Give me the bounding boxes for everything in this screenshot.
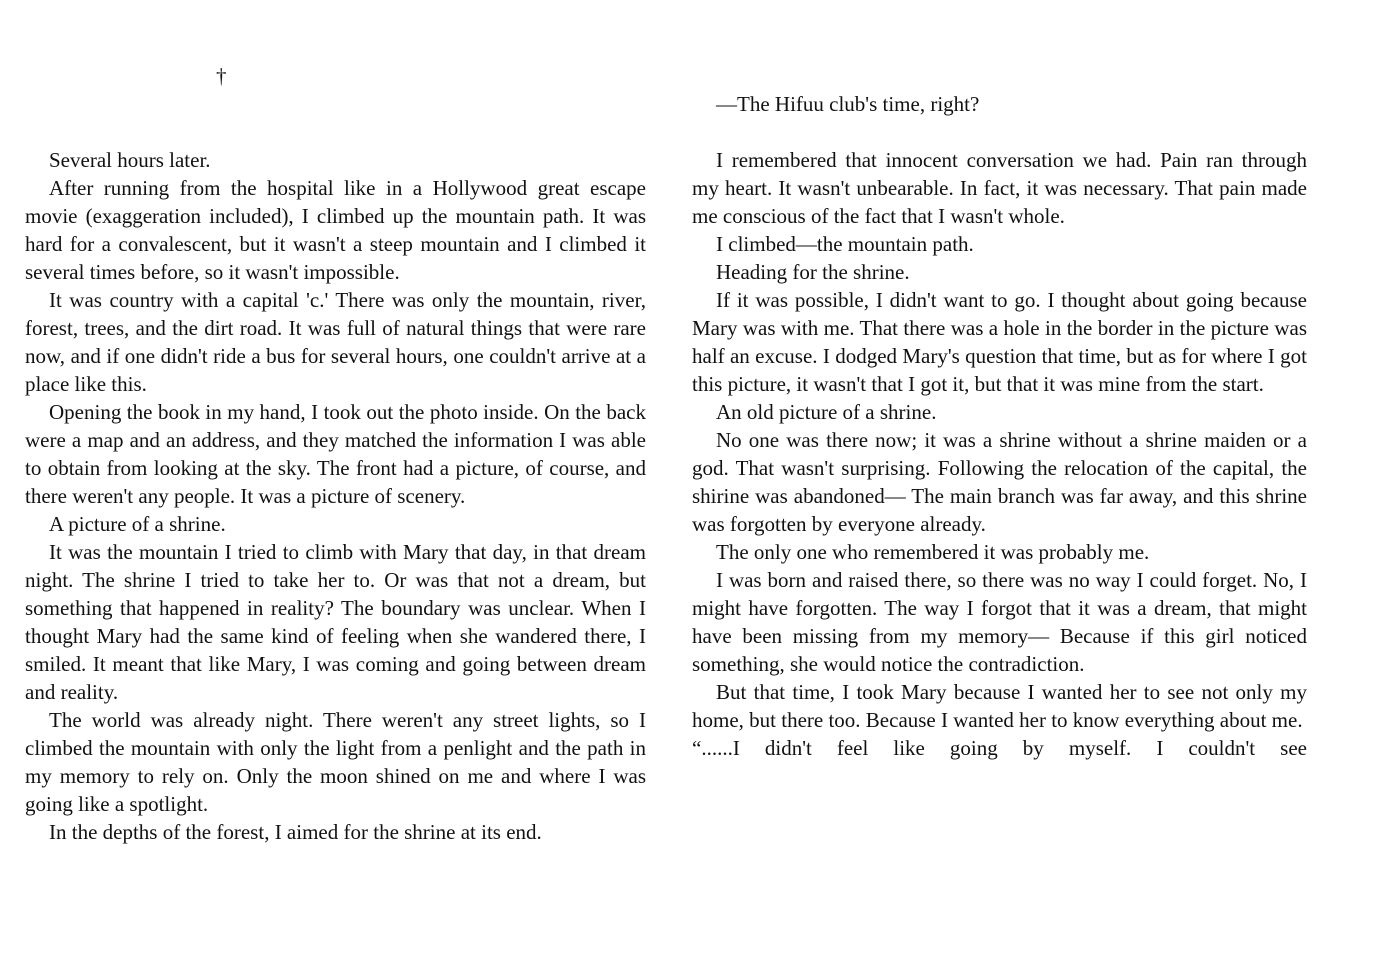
paragraph: In the depths of the forest, I aimed for the shrine at its end.: [49, 820, 542, 844]
paragraph: “......I didn't feel like going by myself. I couldn't see: [692, 736, 1307, 760]
paragraph: The only one who remembered it was probably me.: [716, 540, 1150, 564]
right-page-body: [692, 90, 1307, 762]
paragraph: I climbed—the mountain path.: [716, 232, 974, 256]
paragraph: I was born and raised there, so there was no way I could forget. No, I might have forgotten. The way I forgot that it was a dream, that might have been missing from my memory— Because if this girl noticed something, she would notice the contradiction.: [692, 568, 1307, 676]
paragraph: A picture of a shrine.: [49, 512, 226, 536]
right-page: [692, 0, 1307, 967]
paragraph: It was country with a capital 'c.' There was only the mountain, river, forest, trees, and the dirt road. It was full of natural things that were rare now, and if one didn't ride a bus for several hours, one couldn't arrive at a place like this.: [25, 288, 646, 396]
paragraph: It was the mountain I tried to climb with Mary that day, in that dream night. The shrine I tried to take her to. Or was that not a dream, but something that happened in reality? The boundary was unclear. When I thought Mary had the same kind of feeling when she wandered there, I smiled. It meant that like Mary, I was coming and going between dream and reality.: [25, 540, 646, 704]
left-page-body: [25, 146, 646, 846]
paragraph: No one was there now; it was a shrine without a shrine maiden or a god. That wasn't surprising. Following the relocation of the capital, the shirine was abandoned— The main branch was far away, and this shrine was forgotten by everyone already.: [692, 428, 1307, 536]
section-mark-dagger: †: [216, 64, 227, 88]
paragraph: I remembered that innocent conversation we had. Pain ran through my heart. It wasn't unbearable. In fact, it was necessary. That pain made me conscious of the fact that I wasn't whole.: [692, 148, 1307, 228]
paragraph: But that time, I took Mary because I wanted her to see not only my home, but there too. Because I wanted her to know everything about me.: [692, 680, 1307, 732]
paragraph: Several hours later.: [49, 148, 211, 172]
paragraph: The world was already night. There weren't any street lights, so I climbed the mountain with only the light from a penlight and the path in my memory to rely on. Only the moon shined on me and where I was going like a spotlight.: [25, 708, 646, 816]
paragraph: Heading for the shrine.: [716, 260, 910, 284]
paragraph: After running from the hospital like in a Hollywood great escape movie (exaggeration included), I climbed up the mountain path. It was hard for a convalescent, but it wasn't a steep mountain and I climbed it several times before, so it wasn't impossible.: [25, 176, 646, 284]
paragraph: An old picture of a shrine.: [716, 400, 937, 424]
paragraph: If it was possible, I didn't want to go. I thought about going because Mary was with me. That there was a hole in the border in the picture was half an excuse. I dodged Mary's question that time, but as for where I got this picture, it wasn't that I got it, but that it was mine from the start.: [692, 288, 1307, 396]
paragraph: Opening the book in my hand, I took out the photo inside. On the back were a map and an address, and they matched the information I was able to obtain from looking at the sky. The front had a picture, of course, and there weren't any people. It was a picture of scenery.: [25, 400, 646, 508]
left-page: [25, 0, 646, 967]
paragraph: —The Hifuu club's time, right?: [716, 92, 980, 116]
